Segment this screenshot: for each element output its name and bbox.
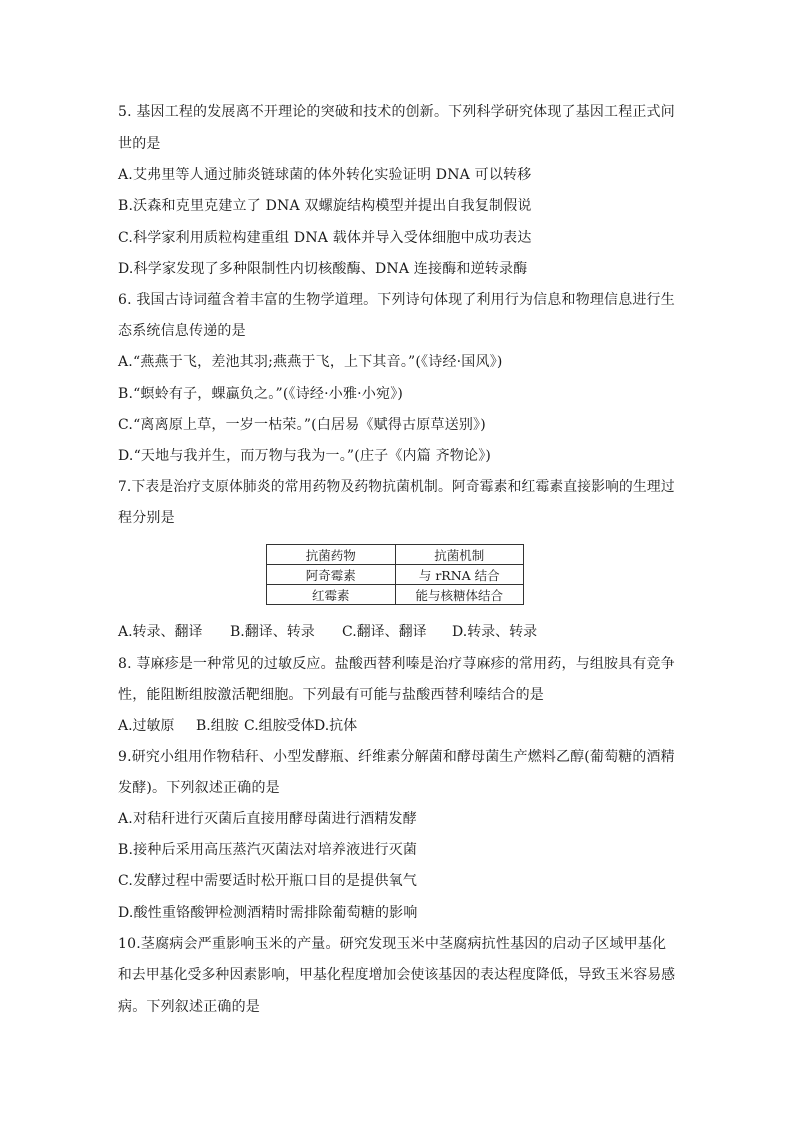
q8-option-b: B.组胺 [196, 718, 239, 734]
table-cell: 红霉素 [267, 585, 396, 605]
q9-stem-line2: 发酵)。下列叙述正确的是 [118, 780, 280, 796]
q7-stem-line1: 7.下表是治疗支原体肺炎的常用药物及药物抗菌机制。阿奇霉素和红霉素直接影响的生理过 [118, 479, 675, 495]
q7-option-c: C.翻译、翻译 [342, 624, 427, 640]
q6-option-d: D.“天地与我并生，而万物与我为一。”(庄子《内篇 齐物论》) [118, 448, 492, 464]
q7-option-b: B.翻译、转录 [230, 624, 315, 640]
table-row [267, 565, 524, 585]
table-cell: 与 rRNA 结合 [395, 565, 524, 585]
table-cell: 阿奇霉素 [267, 565, 396, 585]
q10-stem-line1: 10.茎腐病会严重影响玉米的产量。研究发现玉米中茎腐病抗性基因的启动子区域甲基化 [118, 936, 667, 952]
q5-option-a: A.艾弗里等人通过肺炎链球菌的体外转化实验证明 DNA 可以转移 [118, 167, 532, 183]
table-header-row [267, 545, 524, 565]
q7-stem-line2: 程分别是 [118, 510, 175, 526]
q6-option-b: B.“螟蛉有子，蜾蠃负之。”(《诗经·小雅·小宛》) [118, 386, 404, 402]
table-row [267, 585, 524, 605]
q8-option-d: D.抗体 [314, 718, 358, 734]
q6-option-a: A.“燕燕于飞，差池其羽;燕燕于飞，上下其音。”(《诗经·国风》) [118, 354, 503, 370]
q9-option-b: B.接种后采用高压蒸汽灭菌法对培养液进行灭菌 [118, 842, 418, 858]
q9-option-a: A.对秸秆进行灭菌后直接用酵母菌进行酒精发酵 [118, 811, 417, 827]
q5-option-d: D.科学家发现了多种限制性内切核酸酶、DNA 连接酶和逆转录酶 [118, 261, 528, 277]
q9-option-c: C.发酵过程中需要适时松开瓶口目的是提供氧气 [118, 873, 418, 889]
table-header-cell: 抗菌药物 [267, 545, 396, 565]
q10-stem-line3: 病。下列叙述正确的是 [118, 999, 260, 1015]
q5-option-b: B.沃森和克里克建立了 DNA 双螺旋结构模型并提出自我复制假说 [118, 198, 532, 214]
q8-option-a: A.过敏原 [118, 718, 175, 734]
q5-stem-line1: 5. 基因工程的发展离不开理论的突破和技术的创新。下列科学研究体现了基因工程正式问 [118, 104, 675, 120]
q7-option-a: A.转录、翻译 [118, 624, 203, 640]
q9-stem-line1: 9.研究小组用作物秸秆、小型发酵瓶、纤维素分解菌和酵母菌生产燃料乙醇(葡萄糖的酒精 [118, 749, 675, 765]
q5-stem-line2: 世的是 [118, 136, 161, 152]
q8-option-c: C.组胺受体 [244, 718, 315, 734]
q5-option-c: C.科学家利用质粒构建重组 DNA 载体并导入受体细胞中成功表达 [118, 230, 532, 246]
q6-stem-line2: 态系统信息传递的是 [118, 323, 246, 339]
q7-table [266, 544, 524, 605]
q9-option-d: D.酸性重铬酸钾检测酒精时需排除葡萄糖的影响 [118, 905, 418, 921]
q10-stem-line2: 和去甲基化受多种因素影响，甲基化程度增加会使该基因的表达程度降低，导致玉米容易感 [118, 967, 676, 983]
q8-stem-line2: 性，能阻断组胺激活靶细胞。下列最有可能与盐酸西替利嗪结合的是 [118, 687, 544, 703]
table-cell: 能与核糖体结合 [395, 585, 524, 605]
table-header-cell: 抗菌机制 [395, 545, 524, 565]
q6-option-c: C.“离离原上草，一岁一枯荣。”(白居易《赋得古原草送别》) [118, 417, 486, 433]
q8-stem-line1: 8. 荨麻疹是一种常见的过敏反应。盐酸西替利嗪是治疗荨麻疹的常用药，与组胺具有竞争 [118, 656, 675, 672]
q7-option-d: D.转录、转录 [452, 624, 538, 640]
q6-stem-line1: 6. 我国古诗词蕴含着丰富的生物学道理。下列诗句体现了利用行为信息和物理信息进行生 [118, 292, 675, 308]
